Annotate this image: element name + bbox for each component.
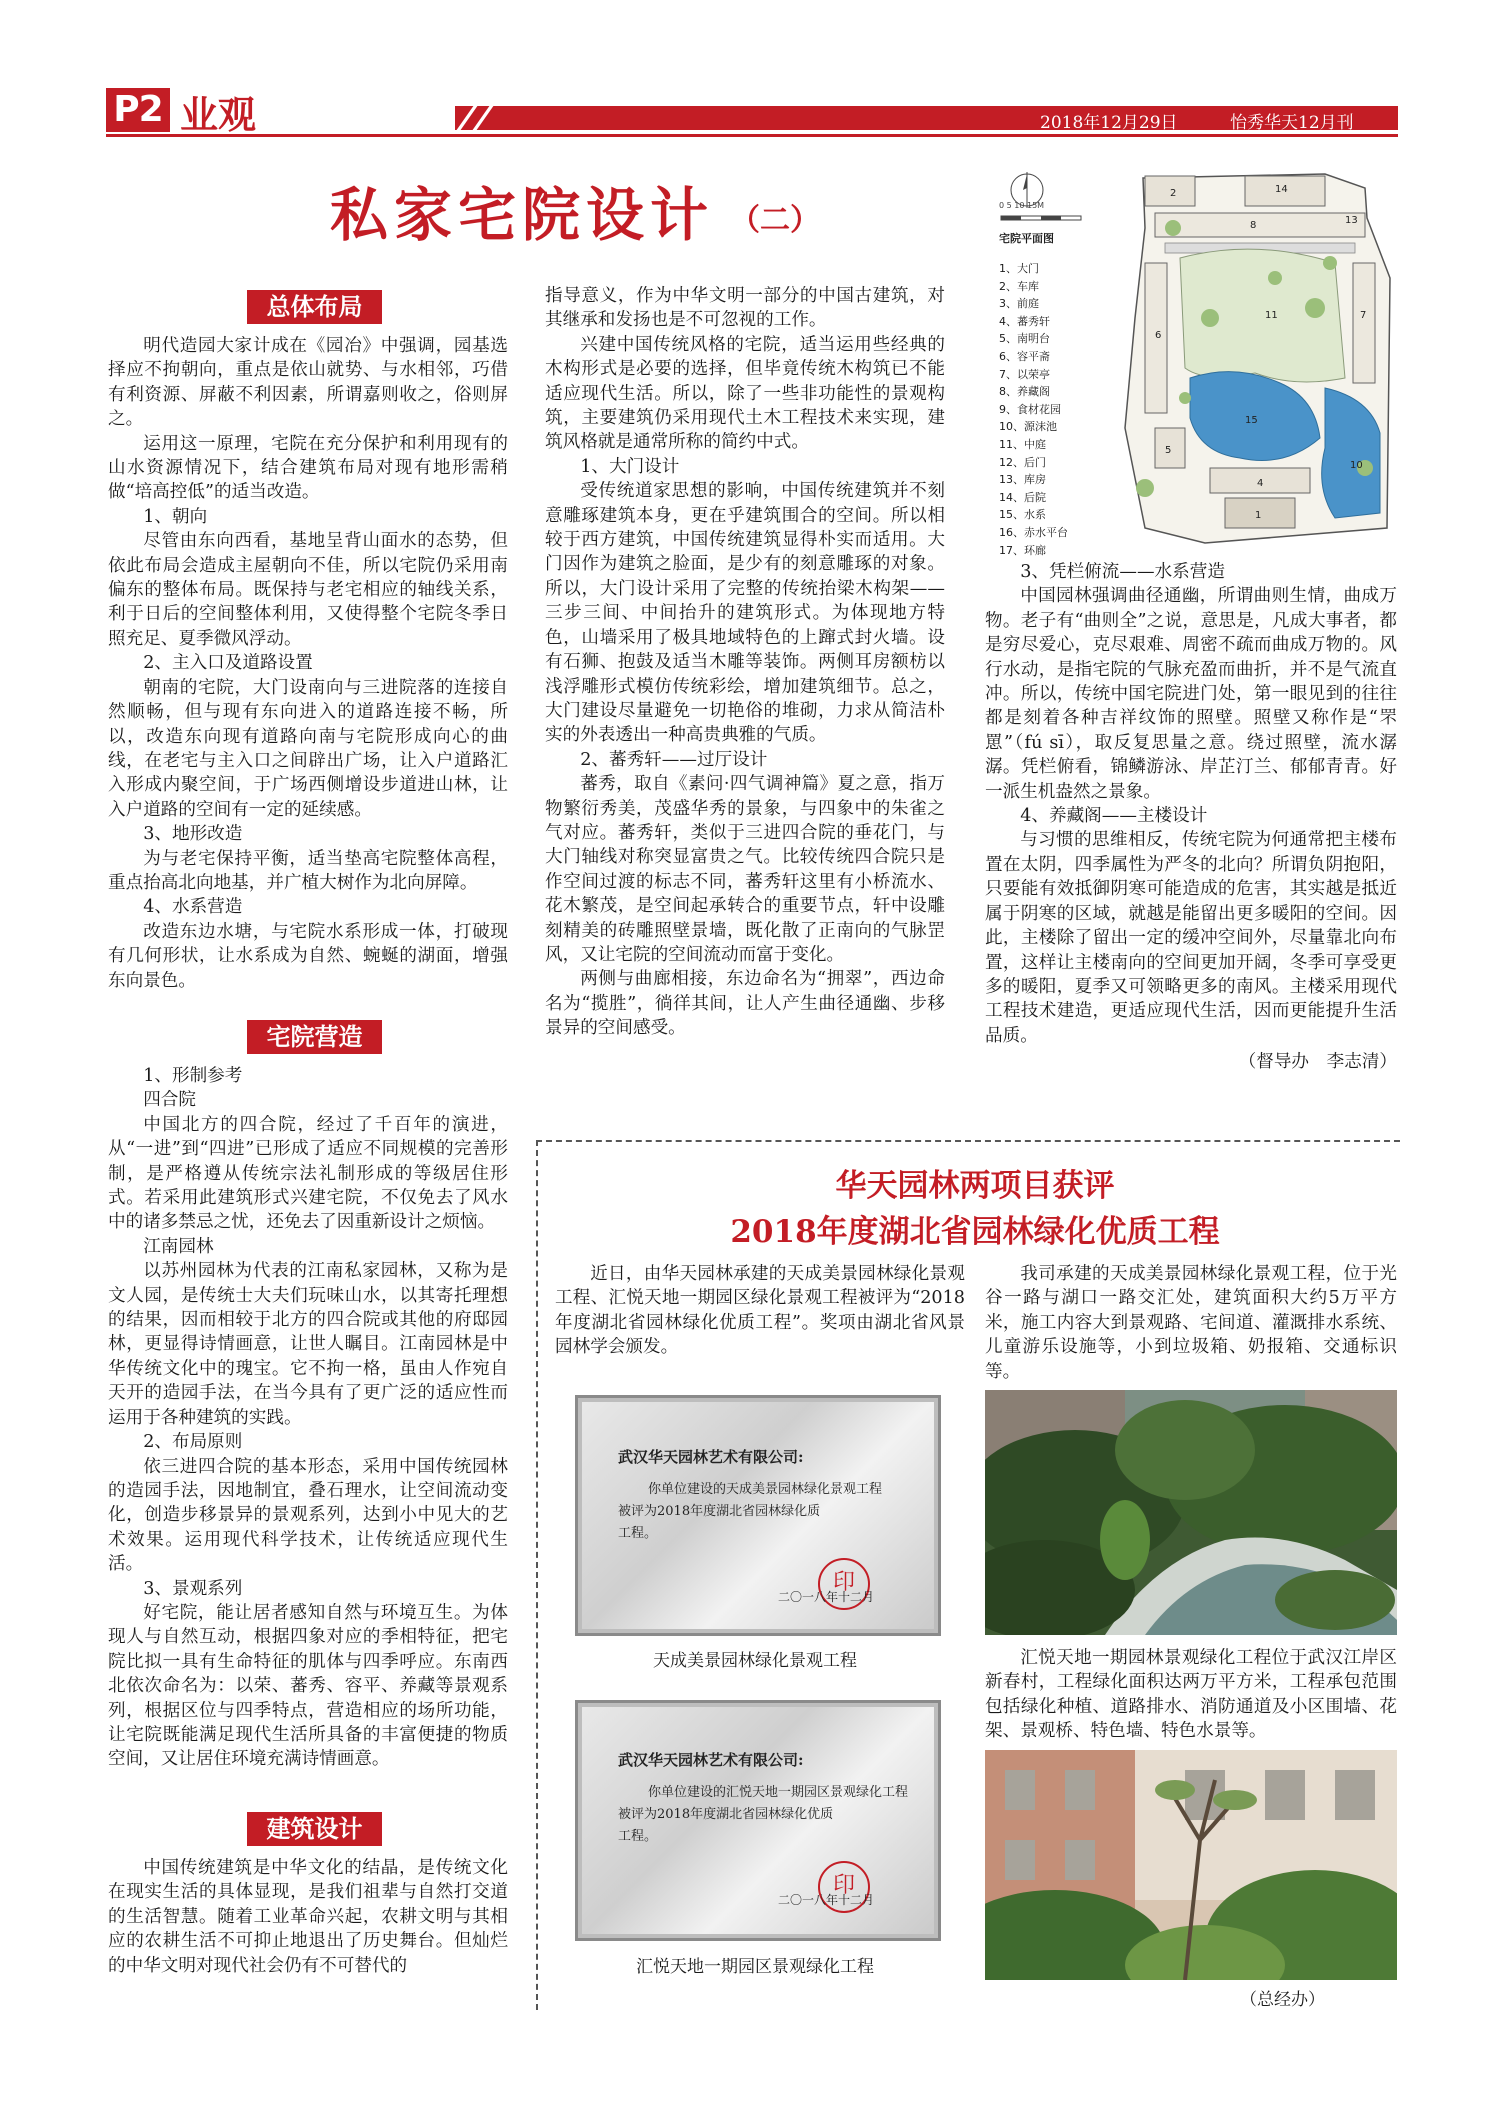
plaque-caption: 天成美景园林绿化景观工程 [653,1651,857,1671]
plan-legend-item: 8、养藏阁 [999,385,1050,399]
subheading: 2、主入口及道路设置 [143,653,313,674]
paragraph: 明代造园大家计成在《园冶》中强调，园基选择应不拘朝向，重点是依山就势、与水相邻，巧借有利资源、屏蔽不利因素，所谓嘉则收之，俗则屏之。 [108,336,508,430]
plaque-line: 你单位建设的天成美景园林绿化景观工程 [648,1482,883,1497]
subheading: 3、景观系列 [143,1578,243,1599]
plan-legend-item: 12、后门 [999,455,1046,469]
news-column-right-2 [985,1646,1397,1744]
paragraph: 中国传统建筑是中华文化的结晶，是传统文化在现实生活的具体显现，是我们祖辈与自然打交道的生活智慧。随着工业革命兴起，农耕文明与其相应的农耕生活不可抑止地退出了历史舞台。但灿烂的中华文明对现代社会仍有不可替代的 [108,1858,508,1976]
paragraph: 为与老宅保持平衡，适当垫高宅院整体高程，重点抬高北向地基，并广植大树作为北向屏障。 [108,848,508,893]
plan-legend-item: 6、容平斋 [999,349,1050,363]
plan-legend [999,260,1119,559]
plan-legend-item: 14、后院 [999,490,1046,504]
heading-house-construction: 宅院营造 [247,1020,382,1054]
subheading: 1、朝向 [143,506,208,527]
paragraph: 汇悦天地一期园林景观绿化工程位于武汉江岸区新春村，工程绿化面积达两万平方米，工程承包范围包括绿化种植、道路排水、消防通道及小区围墙、花架、景观桥、特色墙、特色水景等。 [985,1648,1397,1742]
svg-text:10: 10 [1350,460,1363,471]
plan-legend-item: 15、水系 [999,508,1046,522]
heading-architecture-design: 建筑设计 [247,1812,382,1846]
svg-text:8: 8 [1250,220,1257,231]
paragraph: 近日，由华天园林承建的天成美景园林绿化景观工程、汇悦天地一期园区绿化景观工程被评为“2018年度湖北省园林绿化优质工程”。奖项由湖北省风景园林学会颁发。 [555,1264,965,1358]
plan-legend-item: 7、以荣亭 [999,367,1050,381]
subheading: 江南园林 [143,1236,214,1257]
subheading: 4、水系营造 [143,897,243,918]
paragraph: 蕃秀，取自《素问·四气调神篇》夏之意，指万物繁衍秀美，茂盛华秀的景象，与四象中的朱雀之气对应。蕃秀轩，类似于三进四合院的垂花门，与大门轴线对称突显富贵之气。比较传统四合院只是作空间过渡的标志不同，蕃秀轩这里有小桥流水、花木繁茂，是空间起承转合的重要节点，轩中设雕刻精美的砖雕照壁景墙，既化散了正南向的气脉罡风，又让宅院的空间流动而富于变化。 [545,774,945,965]
paragraph: 两侧与曲廊相接，东边命名为“拥翠”，西边命名为“揽胜”，徜徉其间，让人产生曲径通幽、步移景异的空间感受。 [545,969,945,1039]
news-column-left [555,1262,965,1360]
plaque-line: 被评为2018年度湖北省园林绿化质 [618,1504,821,1519]
plaque-line: 被评为2018年度湖北省园林绿化优质 [618,1807,834,1822]
svg-text:6: 6 [1155,330,1162,341]
plan-title: 宅院平面图 [999,232,1054,245]
subheading: 4、养藏阁——主楼设计 [1020,806,1208,827]
author-signature: （督导办 李志清） [1238,1052,1397,1073]
svg-text:7: 7 [1360,310,1367,321]
plan-legend-item: 3、前庭 [999,297,1039,311]
news-column-right [985,1262,1397,1384]
svg-text:11: 11 [1265,310,1278,321]
issue-date: 2018年12月29日 [1040,113,1178,133]
plan-legend-item: 11、中庭 [999,437,1046,451]
page-number: P2 [106,88,170,132]
paragraph: 尽管由东向西看，基地呈背山面水的态势，但依此布局会造成主屋朝向不佳，所以宅院仍采用南偏东的整体布局。既保持与老宅相应的轴线关系，利于日后的空间整体利用，又使得整个宅院冬季日照充足、夏季微风浮动。 [108,531,508,649]
svg-text:4: 4 [1257,478,1264,489]
paragraph: 指导意义，作为中华文明一部分的中国古建筑，对其继承和发扬也是不可忽视的工作。 [545,286,945,331]
subheading: 3、凭栏俯流——水系营造 [1020,562,1225,582]
header-bar-slash [452,100,481,136]
article-column-1b [108,1064,508,1772]
article-column-1c [108,1856,508,1978]
article-column-3 [985,560,1397,1075]
svg-text:5: 5 [1165,445,1172,456]
news-title-line-1: 华天园林两项目获评 [835,1168,1115,1204]
paragraph: 受传统道家思想的影响，中国传统建筑并不刻意雕琢建筑本身，更在乎建筑围合的空间。所以相较于西方建筑，中国传统建筑显得朴实而适用。大门因作为建筑之脸面，是少有的刻意雕琢的对象。所以，大门设计采用了完整的传统抬梁木构架——三步三间、中间抬升的建筑形式。为体现地方特色，山墙采用了极具地域特色的上蹿式封火墙。设有石狮、抱鼓及适当木雕等装饰。两侧耳房额枋以浅浮雕形式模仿传统彩绘，增加建筑细节。总之，大门建设尽量避免一切艳俗的堆砌，力求从简洁朴实的外表透出一种高贵典雅的气质。 [545,481,945,746]
paragraph: 改造东边水塘，与宅院水系形成一体，打破现有几何形状，让水系成为自然、蜿蜒的湖面，增强东向景色。 [108,921,508,991]
news-signature: （总经办） [1240,1990,1325,2010]
issue-name: 怡秀华天12月刊 [1230,113,1354,133]
paragraph: 运用这一原理，宅院在充分保护和利用现有的山水资源情况下，结合建筑布局对现有地形需稍做“培高控低”的适当改造。 [108,433,508,503]
garden-photo-2 [985,1750,1397,1980]
svg-text:1: 1 [1255,510,1262,521]
plan-legend-item: 2、车库 [999,279,1039,293]
site-plan-figure [995,168,1395,557]
plan-scale-label: 0 5 10 15M [999,201,1045,210]
plaque-caption: 汇悦天地一期园区景观绿化工程 [636,1957,874,1977]
plan-legend-item: 1、大门 [999,262,1039,275]
paragraph: 中国北方的四合院，经过了千百年的演进，从“一进”到“四进”已形成了适应不同规模的完善形制，是严格遵从传统宗法礼制形成的等级居住形式。若采用此建筑形式兴建宅院，不仅免去了风水中的诸多禁忌之忧，还免去了因重新设计之烦恼。 [108,1114,508,1233]
paragraph: 与习惯的思维相反，传统宅院为何通常把主楼布置在太阴，四季属性为严冬的北向？所谓负阴抱阳，只要能有效抵御阴寒可能造成的危害，其实越是抵近属于阴寒的区域，就越是能留出更多暖阳的空间。因此，主楼除了留出一定的缓冲空间外，尽量靠北向布置，这样让主楼南向的空间更加开阔，冬季可享受更多的暖阳，夏季又可领略更多的南风。主楼采用现代工程技术建造，更适应现代生活，因而更能提升生活品质。 [985,830,1397,1046]
paragraph: 朝南的宅院，大门设南向与三进院落的连接自然顺畅，但与现有东向进入的道路连接不畅，所以，改造东向现有道路向南与宅院形成向心的曲线，在老宅与主入口之间辟出广场，让入户道路汇入形成内聚空间，于广场西侧增设步道进山林，让入户道路的空间有一定的延续感。 [108,677,508,820]
header-rule [106,134,1398,137]
article-column-2 [545,284,945,1041]
paragraph: 依三进四合院的基本形态，采用中国传统园林的造园手法，因地制宜，叠石理水，让空间流动变化，创造步移景异的景观系列，达到小中见大的艺术效果。运用现代科学技术，让传统适应现代生活。 [108,1456,508,1575]
news-title-line-2: 2018年度湖北省园林绿化优质工程 [730,1214,1220,1250]
plan-legend-item: 17、环廊 [999,543,1046,557]
plaque-line: 你单位建设的汇悦天地一期园区景观绿化工程 [648,1785,909,1800]
subheading: 2、布局原则 [143,1432,243,1453]
plan-legend-item: 10、源沫池 [999,420,1057,434]
plan-legend-item: 13、库房 [999,473,1046,487]
subheading: 1、形制参考 [143,1066,243,1086]
paragraph: 我司承建的天成美景园林绿化景观工程，位于光谷一路与湖口一路交汇处，建筑面积大约5万平方米，施工内容大到景观路、宅间道、灌溉排水系统、儿童游乐设施等，小到垃圾箱、奶报箱、交通标识等。 [985,1264,1397,1382]
svg-text:2: 2 [1170,188,1177,199]
article-title-part: （二） [730,203,820,238]
plaque-line: 工程。 [618,1526,658,1541]
plan-legend-item: 5、南明台 [999,332,1050,346]
scale-bar-icon [1001,216,1081,220]
subheading: 四合院 [143,1090,196,1111]
plan-legend-item: 4、蕃秀轩 [999,314,1050,328]
award-plaque-2 [575,1700,941,1941]
subheading: 3、地形改造 [143,824,243,845]
paragraph: 兴建中国传统风格的宅院，适当运用些经典的木构形式是必要的选择，但毕竟传统木构筑已不能适应现代生活。所以，除了一些非功能性的景观构筑，主要建筑仍采用现代土木工程技术来实现，建筑风格就是通常所称的简约中式。 [545,334,945,453]
garden-photo-1 [985,1390,1397,1635]
subheading: 1、大门设计 [580,456,680,477]
plaque-date: 二〇一八年十二月 [778,1590,875,1604]
section-name: 业观 [180,93,257,137]
article-title: 私家宅院设计 [330,181,715,249]
plaque-date: 二〇一八年十二月 [778,1893,875,1907]
svg-text:13: 13 [1345,215,1358,226]
plaque-line: 工程。 [618,1829,658,1844]
plan-legend-item: 16、赤水平台 [999,525,1068,539]
plaque-company: 武汉华天园林艺术有限公司: [618,1448,804,1466]
plaque-company: 武汉华天园林艺术有限公司: [618,1751,804,1769]
heading-overall-layout: 总体布局 [247,290,382,324]
paragraph: 中国园林强调曲径通幽，所谓曲则生情，曲成万物。老子有“曲则全”之说，意思是，凡成大事者，都是穷尽爱心，克尽艰难、周密不疏而曲成万物的。风行水动，是指宅院的气脉充盈而曲折，并不是气流直冲。所以，传统中国宅院进门处，第一眼见到的往往都是刻着各种吉祥纹饰的照壁。照壁又称作是“罘罳”（fú sī），取反复思量之意。绕过照壁，流水潺潺。凭栏俯看，锦鳞游泳、岸芷汀兰、郁郁青青。好一派生机盎然之景象。 [985,586,1397,802]
paragraph: 以苏州园林为代表的江南私家园林，又称为是文人园，是传统士大夫们玩味山水，以其寄托理想的结果，因而相较于北方的四合院或其他的府邸园林，更显得诗情画意，让世人瞩目。江南园林是中华传统文化中的瑰宝。它不拘一格，虽由人作宛自天开的造园手法，在当今具有了更广泛的适应性而运用于各种建筑的实践。 [108,1261,508,1428]
svg-text:14: 14 [1275,184,1288,195]
seal-icon: 印 [818,1861,870,1913]
plan-legend-item: 9、食材花园 [999,402,1061,416]
award-plaque-1 [575,1395,941,1636]
paragraph: 好宅院，能让居者感知自然与环境互生。为体现人与自然互动，根据四象对应的季相特征，把宅院比拟一具有生命特征的肌体与四季呼应。东南西北依次命名为：以荣、蕃秀、容平、养藏等景观系列，根据区位与四季特点，营造相应的场所功能，让宅院既能满足现代生活所具备的丰富便捷的物质空间，又让居住环境充满诗情画意。 [108,1602,508,1770]
subheading: 2、蕃秀轩——过厅设计 [580,749,768,770]
article-column-1a [108,334,508,993]
seal-icon: 印 [818,1558,870,1610]
svg-text:15: 15 [1245,415,1258,426]
